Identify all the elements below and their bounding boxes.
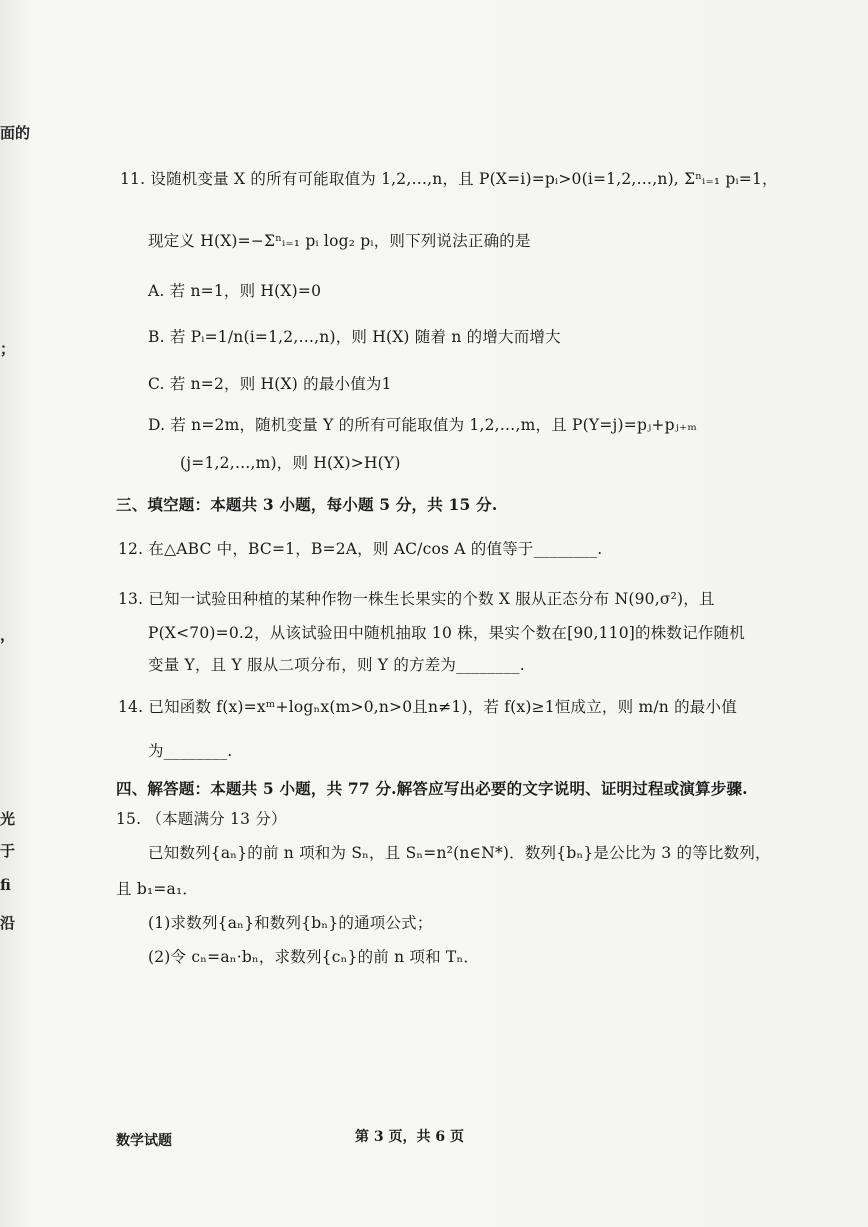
q11-stem-line2: 现定义 H(X)=−Σⁿᵢ₌₁ pᵢ log₂ pᵢ，则下列说法正确的是 [148, 232, 531, 250]
q11-stem-line1: 11. 设随机变量 X 的所有可能取值为 1,2,…,n，且 P(X=i)=pᵢ>0(i=1,2,…,n), Σⁿᵢ₌₁ pᵢ=1， [120, 170, 778, 188]
q11-option-c: C. 若 n=2，则 H(X) 的最小值为1 [148, 375, 392, 393]
q13-stem-line3: 变量 Y，且 Y 服从二项分布，则 Y 的方差为________. [148, 656, 525, 674]
margin-fragment: ， [0, 626, 16, 644]
q14-stem-line2: 为________. [148, 742, 233, 760]
footer-page-number: 第 3 页，共 6 页 [355, 1129, 464, 1145]
footer-subject: 数学试题 [116, 1133, 172, 1149]
q12-stem: 12. 在△ABC 中，BC=1，B=2A，则 AC/cos A 的值等于________. [118, 540, 603, 558]
q11-option-b: B. 若 Pᵢ=1/n(i=1,2,…,n)，则 H(X) 随着 n 的增大而增大 [148, 328, 561, 346]
q13-stem-line2: P(X<70)=0.2，从该试验田中随机抽取 10 株，果实个数在[90,110]的株数记作随机 [148, 624, 745, 642]
q15-stem-line1: 已知数列{aₙ}的前 n 项和为 Sₙ，且 Sₙ=n²(n∈N*)．数列{bₙ}是公比为 3 的等比数列， [148, 844, 771, 862]
margin-fragment: 光 [0, 810, 16, 828]
margin-fragment: fi [0, 876, 11, 894]
q15-part-1: (1)求数列{aₙ}和数列{bₙ}的通项公式； [148, 914, 433, 932]
margin-fragment: ； [0, 340, 16, 358]
section-4-heading: 四、解答题：本题共 5 小题，共 77 分.解答应写出必要的文字说明、证明过程或演算步骤. [116, 779, 748, 798]
q14-stem-line1: 14. 已知函数 f(x)=xᵐ+logₙx(m>0,n>0且n≠1)，若 f(x)≥1恒成立，则 m/n 的最小值 [118, 698, 737, 716]
q11-option-d-line2: (j=1,2,…,m)，则 H(X)>H(Y) [180, 454, 401, 472]
margin-fragment: 沿 [0, 914, 16, 932]
q15-part-2: (2)令 cₙ=aₙ·bₙ，求数列{cₙ}的前 n 项和 Tₙ． [148, 948, 480, 966]
q15-stem-line2: 且 b₁=a₁． [116, 880, 199, 898]
margin-fragment: 于 [0, 842, 16, 860]
margin-fragment: 面的 [0, 124, 31, 142]
section-3-heading: 三、填空题：本题共 3 小题，每小题 5 分，共 15 分. [116, 495, 498, 514]
q15-title: 15. （本题满分 13 分） [116, 810, 287, 828]
q13-stem-line1: 13. 已知一试验田种植的某种作物一株生长果实的个数 X 服从正态分布 N(90,σ²)，且 [118, 590, 715, 608]
q11-option-d-line1: D. 若 n=2m，随机变量 Y 的所有可能取值为 1,2,…,m，且 P(Y=j)=pⱼ+pⱼ₊ₘ [148, 416, 698, 434]
q11-option-a: A. 若 n=1，则 H(X)=0 [148, 282, 322, 300]
